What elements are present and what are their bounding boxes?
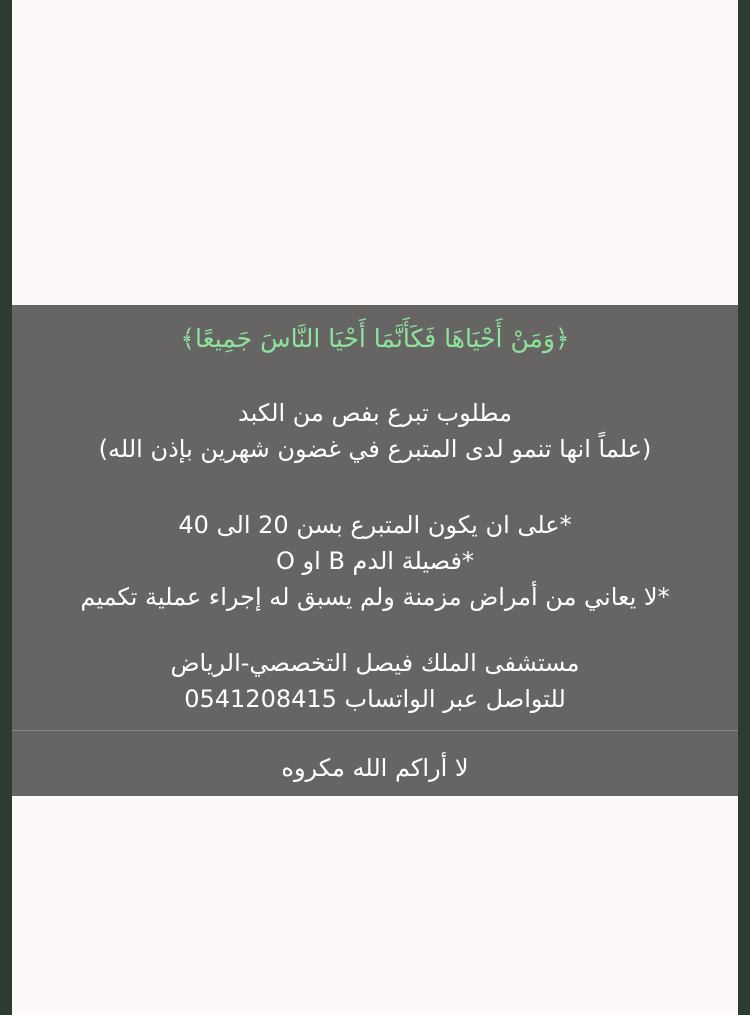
condition-health: *لا يعاني من أمراض مزمنة ولم يسبق له إجراء عملية تكميم — [80, 583, 670, 611]
condition-blood-type: *فصيلة الدم B او O — [276, 547, 474, 575]
conditions-list — [12, 507, 738, 615]
divider — [12, 730, 738, 731]
hospital-name: مستشفى الملك فيصل التخصصي-الرياض — [170, 649, 580, 677]
announcement-panel — [12, 305, 738, 796]
request-title: مطلوب تبرع بفص من الكبد — [238, 399, 512, 427]
condition-age: *على ان يكون المتبرع بسن 20 الى 40 — [178, 511, 572, 539]
request-note: (علماً انها تنمو لدى المتبرع في غضون شهرين بإذن الله) — [98, 435, 652, 463]
page — [12, 0, 738, 1015]
contact-block — [12, 645, 738, 717]
closing-line: لا أراكم الله مكروه — [281, 754, 469, 782]
quran-verse: ﴿وَمَنْ أَحْيَاهَا فَكَأَنَّمَا أَحْيَا النَّاسَ جَمِيعًا﴾ — [180, 324, 570, 353]
whatsapp-contact: للتواصل عبر الواتساب 0541208415 — [184, 685, 566, 713]
request-block — [12, 395, 738, 467]
